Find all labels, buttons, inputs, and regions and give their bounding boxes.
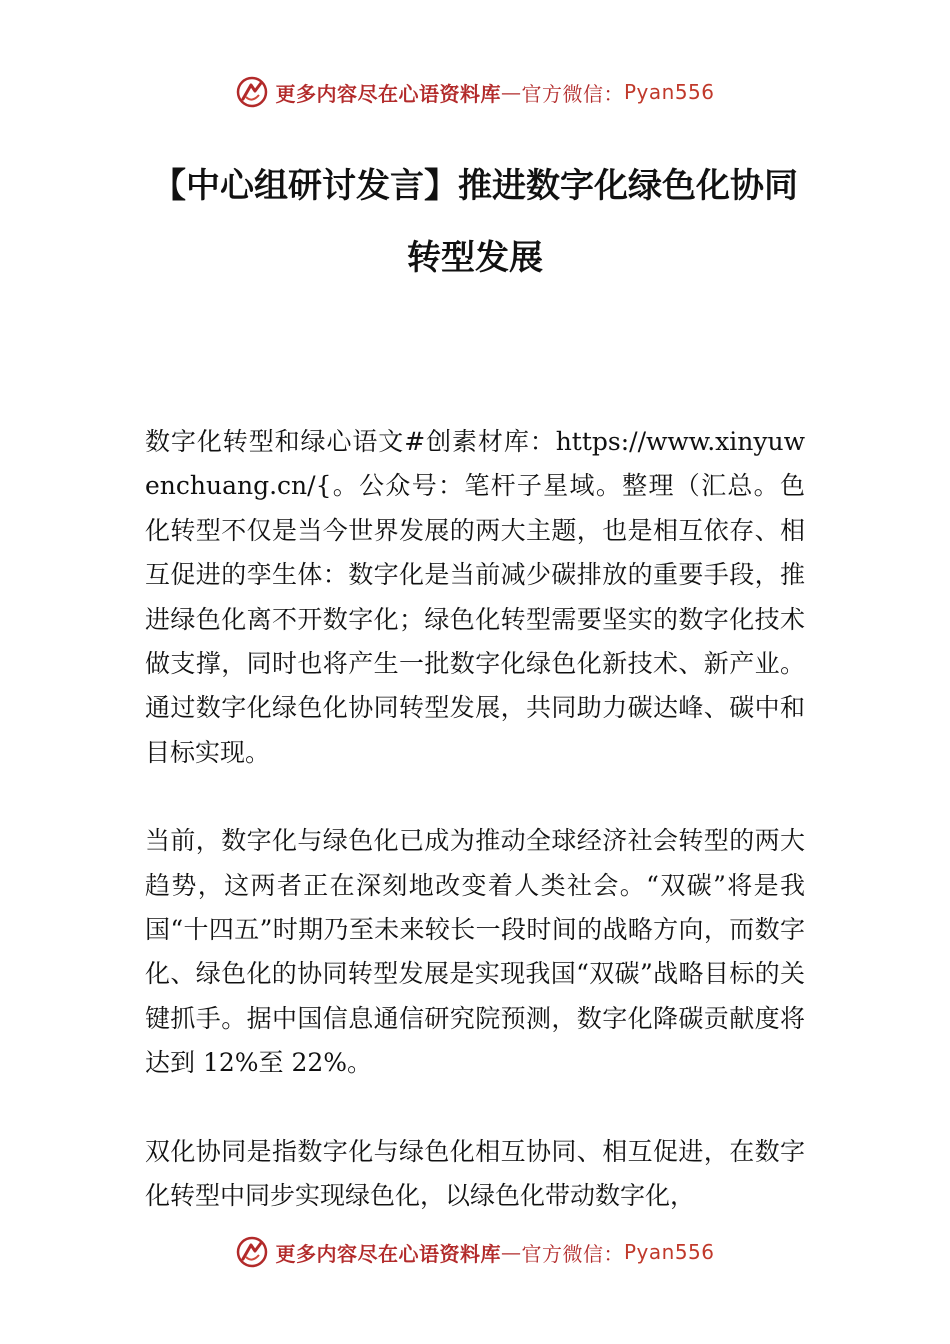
watermark-brand: Pyan556: [623, 80, 715, 104]
watermark-label: 官方微信：: [521, 1241, 624, 1266]
title-line-1: 【中心组研讨发言】推进数字化绿色化协同: [152, 166, 798, 206]
watermark-main-text: 更多内容尽在心语资料库: [275, 81, 501, 106]
watermark-brand: Pyan556: [623, 1240, 715, 1264]
watermark-separator: —: [500, 80, 522, 104]
footer-watermark: [0, 1232, 950, 1272]
paragraph-3: 双化协同是指数字化与绿色化相互协同、相互促进，在数字化转型中同步实现绿色化，以绿色化带动数字化，: [145, 1136, 805, 1211]
paragraph-2: 当前，数字化与绿色化已成为推动全球经济社会转型的两大趋势，这两者正在深刻地改变着人类社会。“双碳”将是我国“十四五”时期乃至未来较长一段时间的战略方向，而数字化、绿色化的协同转型发展是实现我国“双碳”战略目标的关键抓手。据中国信息通信研究院预测，数字化降碳贡献度将达到 12%至 22%。: [145, 826, 805, 1078]
watermark-main-text: 更多内容尽在心语资料库: [275, 1241, 501, 1266]
watermark-label: 官方微信：: [521, 81, 624, 106]
header-watermark: [0, 72, 950, 112]
paragraph-1: 数字化转型和绿心语文#创素材库：https://www.xinyuwenchuang.cn/{。公众号：笔杆子星域。整理（汇总。色化转型不仅是当今世界发展的两大主题，也是相互依存、相互促进的孪生体：数字化是当前减少碳排放的重要手段，推进绿色化离不开数字化；绿色化转型需要坚实的数字化技术做支撑，同时也将产生一批数字化绿色化新技术、新产业。通过数字化绿色化协同转型发展，共同助力碳达峰、碳中和目标实现。: [145, 427, 805, 767]
document-body: [145, 420, 805, 1263]
title-line-2: 转型发展: [407, 238, 543, 278]
brand-logo-icon: [235, 1235, 269, 1269]
watermark-separator: —: [500, 1240, 522, 1264]
brand-logo-icon: [235, 75, 269, 109]
document-title: [100, 150, 850, 294]
